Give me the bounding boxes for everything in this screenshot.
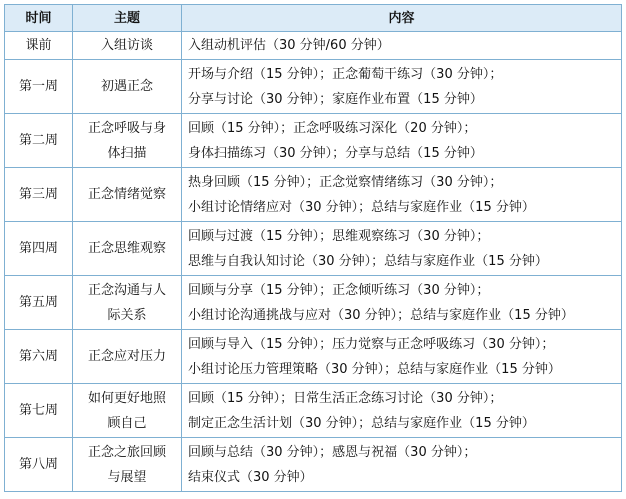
cell-time: 第八周 (5, 438, 73, 492)
content-line: 小组讨论情绪应对（30 分钟）；总结与家庭作业（15 分钟） (188, 199, 535, 215)
schedule-table (4, 4, 622, 492)
theme-line: 与展望 (107, 469, 147, 485)
content-line: 回顾与导入（15 分钟）；压力觉察与正念呼吸练习（30 分钟）； (188, 336, 555, 352)
table-row (5, 32, 622, 60)
content-line: 思维与自我认知讨论（30 分钟）；总结与家庭作业（15 分钟） (188, 253, 548, 269)
table-row (5, 384, 622, 438)
cell-content (182, 32, 622, 60)
table-row (5, 114, 622, 168)
cell-theme (73, 276, 182, 330)
content-line: 分享与讨论（30 分钟）；家庭作业布置（15 分钟） (188, 91, 483, 107)
theme-line: 正念情绪觉察 (87, 187, 166, 202)
theme-line: 正念之旅回顾 (87, 444, 166, 460)
theme-line: 正念呼吸与身 (87, 120, 166, 136)
theme-line: 正念沟通与人 (87, 282, 166, 298)
cell-content (182, 438, 622, 492)
cell-content (182, 222, 622, 276)
content-line: 回顾与分享（15 分钟）；正念倾听练习（30 分钟）； (188, 282, 490, 298)
table-row (5, 438, 622, 492)
header-theme: 主题 (73, 5, 182, 32)
cell-theme (73, 330, 182, 384)
content-line: 入组动机评估（30 分钟/60 分钟） (188, 38, 390, 53)
cell-theme (73, 438, 182, 492)
content-line: 开场与介绍（15 分钟）；正念葡萄干练习（30 分钟）； (188, 66, 503, 82)
cell-time: 第三周 (5, 168, 73, 222)
content-line: 结束仪式（30 分钟） (188, 469, 313, 485)
header-row (5, 5, 622, 32)
theme-line: 际关系 (107, 307, 147, 323)
cell-content (182, 330, 622, 384)
theme-line: 初遇正念 (100, 79, 153, 94)
content-line: 回顾（15 分钟）；日常生活正念练习讨论（30 分钟）； (188, 390, 503, 406)
content-line: 热身回顾（15 分钟）；正念觉察情绪练习（30 分钟）； (188, 174, 503, 190)
theme-line: 正念应对压力 (87, 349, 166, 364)
cell-content (182, 168, 622, 222)
cell-time: 第七周 (5, 384, 73, 438)
cell-theme (73, 384, 182, 438)
cell-content (182, 114, 622, 168)
cell-theme (73, 168, 182, 222)
cell-content (182, 384, 622, 438)
theme-line: 体扫描 (107, 145, 147, 161)
cell-content (182, 60, 622, 114)
content-line: 回顾（15 分钟）；正念呼吸练习深化（20 分钟）； (188, 120, 477, 136)
content-line: 回顾与过渡（15 分钟）；思维观察练习（30 分钟）； (188, 228, 490, 244)
theme-line: 入组访谈 (100, 38, 153, 53)
header-time: 时间 (5, 5, 73, 32)
cell-time: 第四周 (5, 222, 73, 276)
table-row (5, 222, 622, 276)
cell-theme (73, 222, 182, 276)
cell-theme (73, 32, 182, 60)
theme-line: 顾自己 (107, 415, 147, 431)
cell-time: 第六周 (5, 330, 73, 384)
table-row (5, 276, 622, 330)
table-body (5, 32, 622, 492)
table-row (5, 60, 622, 114)
content-line: 制定正念生活计划（30 分钟）；总结与家庭作业（15 分钟） (188, 415, 535, 431)
table-row (5, 168, 622, 222)
content-line: 身体扫描练习（30 分钟）；分享与总结（15 分钟） (188, 145, 483, 161)
content-line: 小组讨论压力管理策略（30 分钟）；总结与家庭作业（15 分钟） (188, 361, 561, 377)
cell-time: 第二周 (5, 114, 73, 168)
theme-line: 正念思维观察 (87, 241, 166, 256)
cell-time: 第五周 (5, 276, 73, 330)
header-content: 内容 (182, 5, 622, 32)
content-line: 小组讨论沟通挑战与应对（30 分钟）；总结与家庭作业（15 分钟） (188, 307, 574, 323)
cell-time: 课前 (5, 32, 73, 60)
theme-line: 如何更好地照 (87, 390, 166, 406)
content-line: 回顾与总结（30 分钟）；感恩与祝福（30 分钟）； (188, 444, 477, 460)
cell-theme (73, 60, 182, 114)
cell-content (182, 276, 622, 330)
cell-theme (73, 114, 182, 168)
cell-time: 第一周 (5, 60, 73, 114)
table-row (5, 330, 622, 384)
